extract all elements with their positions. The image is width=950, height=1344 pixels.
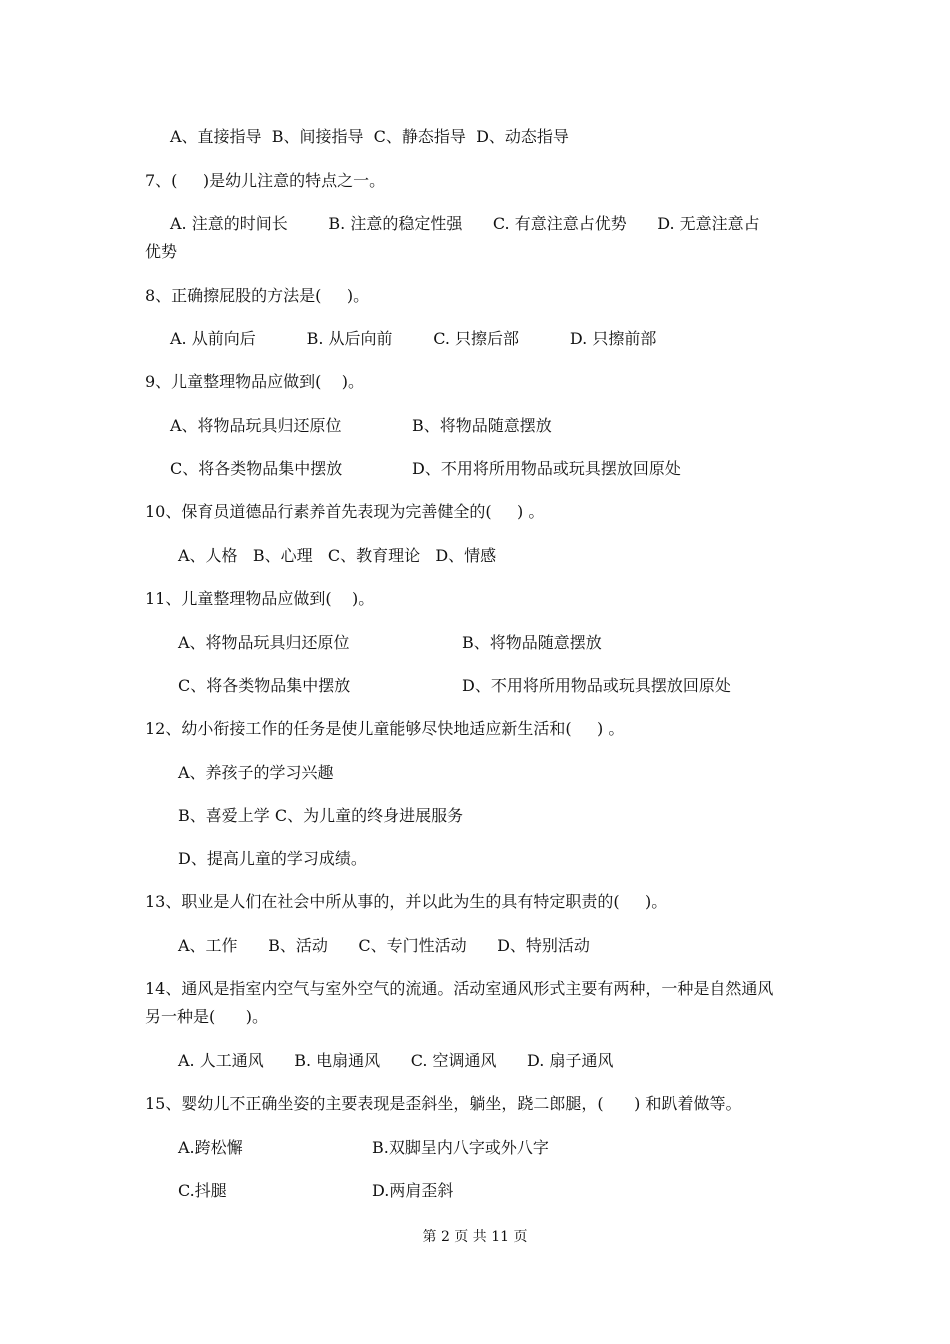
q12-stem: 12、幼小衔接工作的任务是使儿童能够尽快地适应新生活和( ) 。	[145, 719, 625, 738]
q14-stem-wrap: 另一种是( )。	[145, 1007, 269, 1026]
q13-options: A、工作 B、活动 C、专门性活动 D、特别活动	[178, 936, 590, 955]
q9-option-c: C、将各类物品集中摆放	[170, 459, 343, 478]
q15-option-d: D.两肩歪斜	[372, 1181, 454, 1200]
q12-option-a: A、养孩子的学习兴趣	[178, 763, 334, 782]
q11-option-d: D、不用将所用物品或玩具摆放回原处	[462, 676, 731, 695]
q6-options: A、直接指导 B、间接指导 C、静态指导 D、动态指导	[170, 127, 569, 146]
q9-option-b: B、将物品随意摆放	[412, 416, 552, 435]
q11-option-a: A、将物品玩具归还原位	[178, 633, 350, 652]
q9-option-d: D、不用将所用物品或玩具摆放回原处	[412, 459, 681, 478]
q14-stem: 14、通风是指室内空气与室外空气的流通。活动室通风形式主要有两种，一种是自然通风	[145, 979, 774, 998]
q15-stem: 15、婴幼儿不正确坐姿的主要表现是歪斜坐，躺坐，跷二郎腿，( ) 和趴着做等。	[145, 1094, 742, 1113]
q12-option-bc: B、喜爱上学 C、为儿童的终身进展服务	[178, 806, 464, 825]
q15-option-a: A.跨松懈	[178, 1138, 243, 1157]
q8-stem: 8、正确擦屁股的方法是( )。	[145, 286, 370, 305]
q11-option-b: B、将物品随意摆放	[462, 633, 602, 652]
q13-stem: 13、职业是人们在社会中所从事的，并以此为生的具有特定职责的( )。	[145, 892, 668, 911]
q14-options: A. 人工通风 B. 电扇通风 C. 空调通风 D. 扇子通风	[178, 1051, 614, 1070]
q8-options: A. 从前向后 B. 从后向前 C. 只擦后部 D. 只擦前部	[170, 329, 657, 348]
q7-stem: 7、( )是幼儿注意的特点之一。	[145, 171, 386, 190]
q7-options: A. 注意的时间长 B. 注意的稳定性强 C. 有意注意占优势 D. 无意注意占	[170, 214, 760, 233]
q9-stem: 9、儿童整理物品应做到( )。	[145, 372, 365, 391]
q9-option-a: A、将物品玩具归还原位	[170, 416, 342, 435]
q11-stem: 11、儿童整理物品应做到( )。	[145, 589, 375, 608]
q10-stem: 10、保育员道德品行素养首先表现为完善健全的( ) 。	[145, 502, 545, 521]
q15-option-c: C.抖腿	[178, 1181, 227, 1200]
q12-option-d: D、提高儿童的学习成绩。	[178, 849, 367, 868]
q11-option-c: C、将各类物品集中摆放	[178, 676, 351, 695]
q10-options: A、人格 B、心理 C、教育理论 D、情感	[178, 546, 497, 565]
q7-options-wrap: 优势	[145, 242, 178, 261]
q15-option-b: B.双脚呈内八字或外八字	[372, 1138, 549, 1157]
page-footer: 第 2 页 共 11 页	[422, 1229, 528, 1245]
